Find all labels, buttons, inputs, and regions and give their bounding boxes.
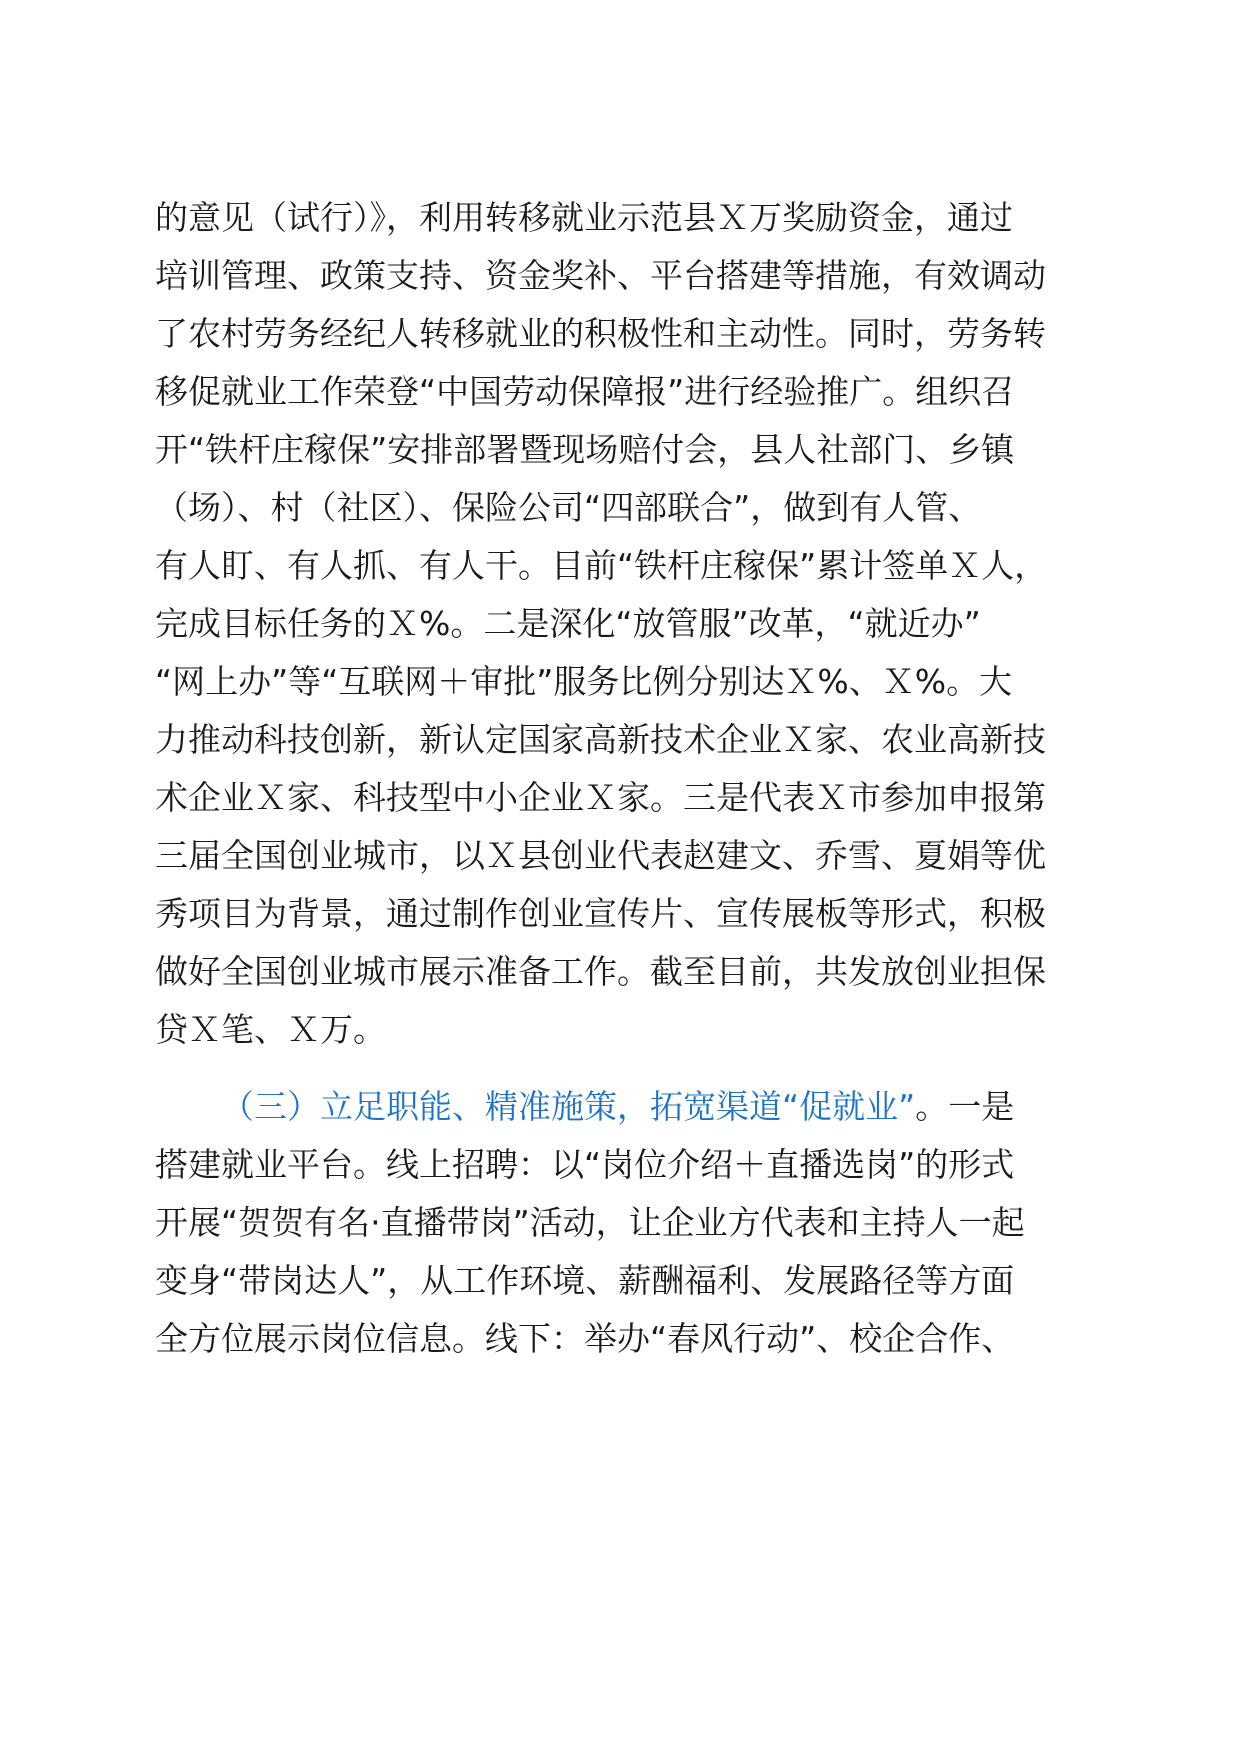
paragraph-2-line-2: 搭建就业平台。线上招聘：以“岗位介绍＋直播选岗”的形式	[155, 1145, 1015, 1184]
paragraph-1-line-7: 有人盯、有人抓、有人干。目前“铁杆庄稼保”累计签单Ｘ人，	[155, 546, 1048, 585]
paragraph-2-first-line	[221, 1082, 1014, 1132]
paragraph-1-line-12: 三届全国创业城市，以Ｘ县创业代表赵建文、乔雪、夏娟等优	[155, 836, 1046, 875]
paragraph-1-line-6: （场）、村（社区）、保险公司“四部联合”，做到有人管、	[155, 488, 982, 527]
paragraph-1-line-1: 的意见（试行）》，利用转移就业示范县Ｘ万奖励资金，通过	[155, 198, 1013, 237]
paragraph-2-first-line-rest: 。一是	[915, 1087, 1015, 1126]
paragraph-1-line-9: “网上办”等“互联网＋审批”服务比例分别达Ｘ%、Ｘ%。大	[155, 662, 1013, 701]
paragraph-1-line-4: 移促就业工作荣登“中国劳动保障报”进行经验推广。组织召	[155, 372, 1015, 411]
paragraph-1-line-13: 秀项目为背景，通过制作创业宣传片、宣传展板等形式，积极	[155, 894, 1046, 933]
paragraph-1-line-8: 完成目标任务的Ｘ%。二是深化“放管服”改革，“就近办”	[155, 604, 981, 643]
paragraph-1-line-3: 了农村劳务经纪人转移就业的积极性和主动性。同时，劳务转	[155, 314, 1046, 353]
paragraph-1-line-14: 做好全国创业城市展示准备工作。截至目前，共发放创业担保	[155, 952, 1046, 991]
paragraph-1-line-11: 术企业Ｘ家、科技型中小企业Ｘ家。三是代表Ｘ市参加申报第	[155, 778, 1046, 817]
paragraph-2-line-3: 开展“贺贺有名·直播带岗”活动，让企业方代表和主持人一起	[155, 1203, 1025, 1242]
paragraph-1-line-10: 力推动科技创新，新认定国家高新技术企业Ｘ家、农业高新技	[155, 720, 1046, 759]
paragraph-2-line-4: 变身“带岗达人”，从工作环境、薪酬福利、发展路径等方面	[155, 1261, 1015, 1300]
paragraph-1-line-15: 贷Ｘ笔、Ｘ万。	[155, 1010, 386, 1049]
paragraph-2-line-5: 全方位展示岗位信息。线下：举办“春风行动”、校企合作、	[155, 1319, 1015, 1358]
paragraph-1-line-2: 培训管理、政策支持、资金奖补、平台搭建等措施，有效调动	[155, 256, 1046, 295]
section-heading: （三）立足职能、精准施策，拓宽渠道“促就业”	[221, 1087, 916, 1126]
paragraph-1-line-5: 开“铁杆庄稼保”安排部署暨现场赔付会，县人社部门、乡镇	[155, 430, 1015, 469]
